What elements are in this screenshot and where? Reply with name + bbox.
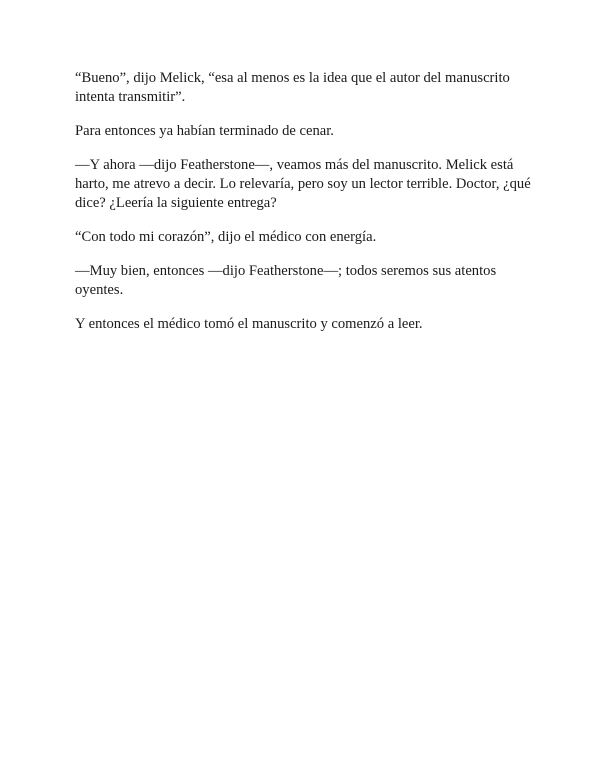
- paragraph-6: Y entonces el médico tomó el manuscrito y comenzó a leer.: [75, 316, 423, 332]
- paragraph-4: “Con todo mi corazón”, dijo el médico con energía.: [75, 229, 377, 245]
- paragraph-2: Para entonces ya habían terminado de cenar.: [75, 123, 334, 139]
- paragraph-1: “Bueno”, dijo Melick, “esa al menos es la idea que el autor del manuscrito intenta transmitir”.: [75, 70, 510, 105]
- paragraph-5: —Muy bien, entonces —dijo Featherstone—; todos seremos sus atentos oyentes.: [75, 263, 497, 298]
- document-body: [75, 69, 535, 349]
- paragraph-3: —Y ahora —dijo Featherstone—, veamos más del manuscrito. Melick está harto, me atrevo a decir. Lo relevaría, pero soy un lector terrible. Doctor, ¿qué dice? ¿Leería la siguiente entrega?: [75, 157, 531, 211]
